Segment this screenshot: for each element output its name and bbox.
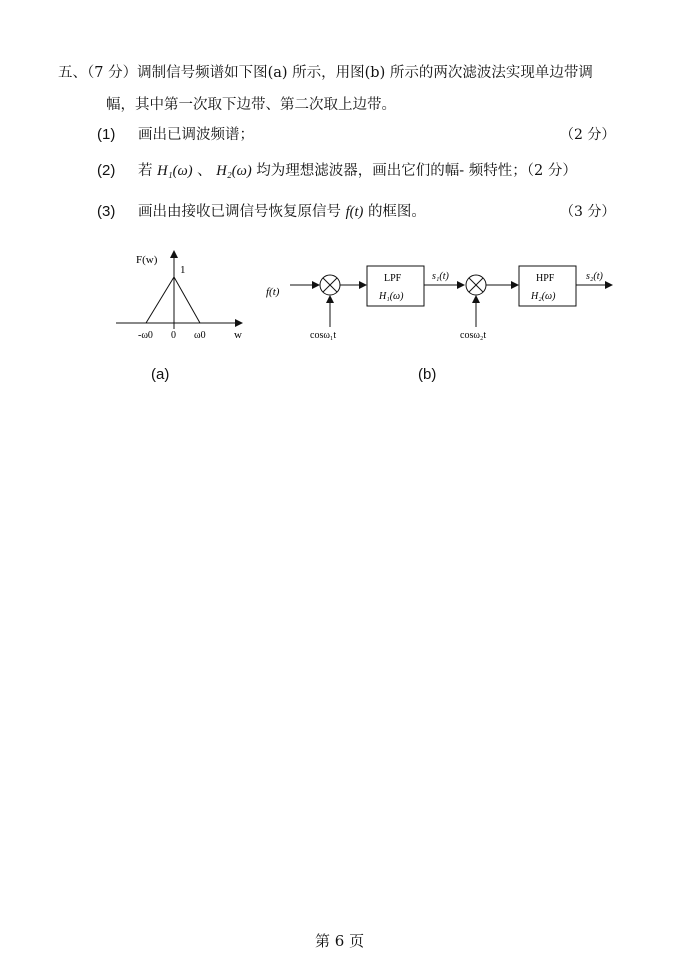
multiplier-2 <box>466 275 486 295</box>
figure-b-block-diagram <box>260 255 620 350</box>
input-signal-label: f(t) <box>266 286 280 298</box>
multiplier-1 <box>320 275 340 295</box>
item-3-number: (3) <box>97 203 116 220</box>
item-3-post: 的框图。 <box>367 204 426 220</box>
item-2-post: 均为理想滤波器，画出它们的幅- 频特性；（2 分） <box>256 163 577 179</box>
figure-a-spectrum <box>110 245 260 350</box>
s1-label: s₁(t) <box>432 271 449 282</box>
item-2-pre: 若 <box>138 163 153 179</box>
item-3-score: （3 分） <box>560 204 616 220</box>
figure-a-tick-right: ω0 <box>194 330 206 341</box>
item-2-number: (2) <box>97 162 116 179</box>
filter-2-h: H₂(ω) <box>531 291 556 302</box>
problem-header: 五、（7 分）调制信号频谱如下图(a) 所示，用图(b) 所示的两次滤波法实现单边带调 <box>58 65 593 81</box>
figure-b-caption: (b) <box>418 366 437 383</box>
item-2-text <box>138 161 577 181</box>
item-1-score: （2 分） <box>560 127 616 143</box>
figure-a-peak-label: 1 <box>180 264 186 276</box>
h2-symbol: H₂(ω) <box>216 163 252 179</box>
figure-a-caption: (a) <box>151 366 170 383</box>
item-3-pre: 画出由接收已调信号恢复原信号 <box>138 204 341 220</box>
carrier-1-label: cosω₁t <box>310 330 337 341</box>
item-1-text: 画出已调波频谱； <box>138 127 254 143</box>
figure-a-ylabel: F(w) <box>136 254 158 266</box>
figure-a-tick-mid: 0 <box>171 330 176 341</box>
item-2-mid: 、 <box>197 163 212 179</box>
filter-1-h: H₁(ω) <box>379 291 404 302</box>
problem-header-cont: 幅，其中第一次取下边带、第二次取上边带。 <box>106 97 396 113</box>
item-3-text <box>138 202 426 222</box>
filter-2-name: HPF <box>536 273 555 284</box>
item-1-number: (1) <box>97 126 116 143</box>
f-t-symbol: f(t) <box>345 204 364 220</box>
carrier-2-label: cosω₂t <box>460 330 487 341</box>
s2-label: s₂(t) <box>586 271 603 282</box>
figure-a-tick-left: -ω0 <box>138 330 153 341</box>
figure-a-triangle <box>146 277 200 323</box>
page-number: 第 6 页 <box>315 932 365 950</box>
h1-symbol: H₁(ω) <box>157 163 193 179</box>
figure-a-xlabel: w <box>234 329 242 341</box>
filter-1-name: LPF <box>384 273 402 284</box>
